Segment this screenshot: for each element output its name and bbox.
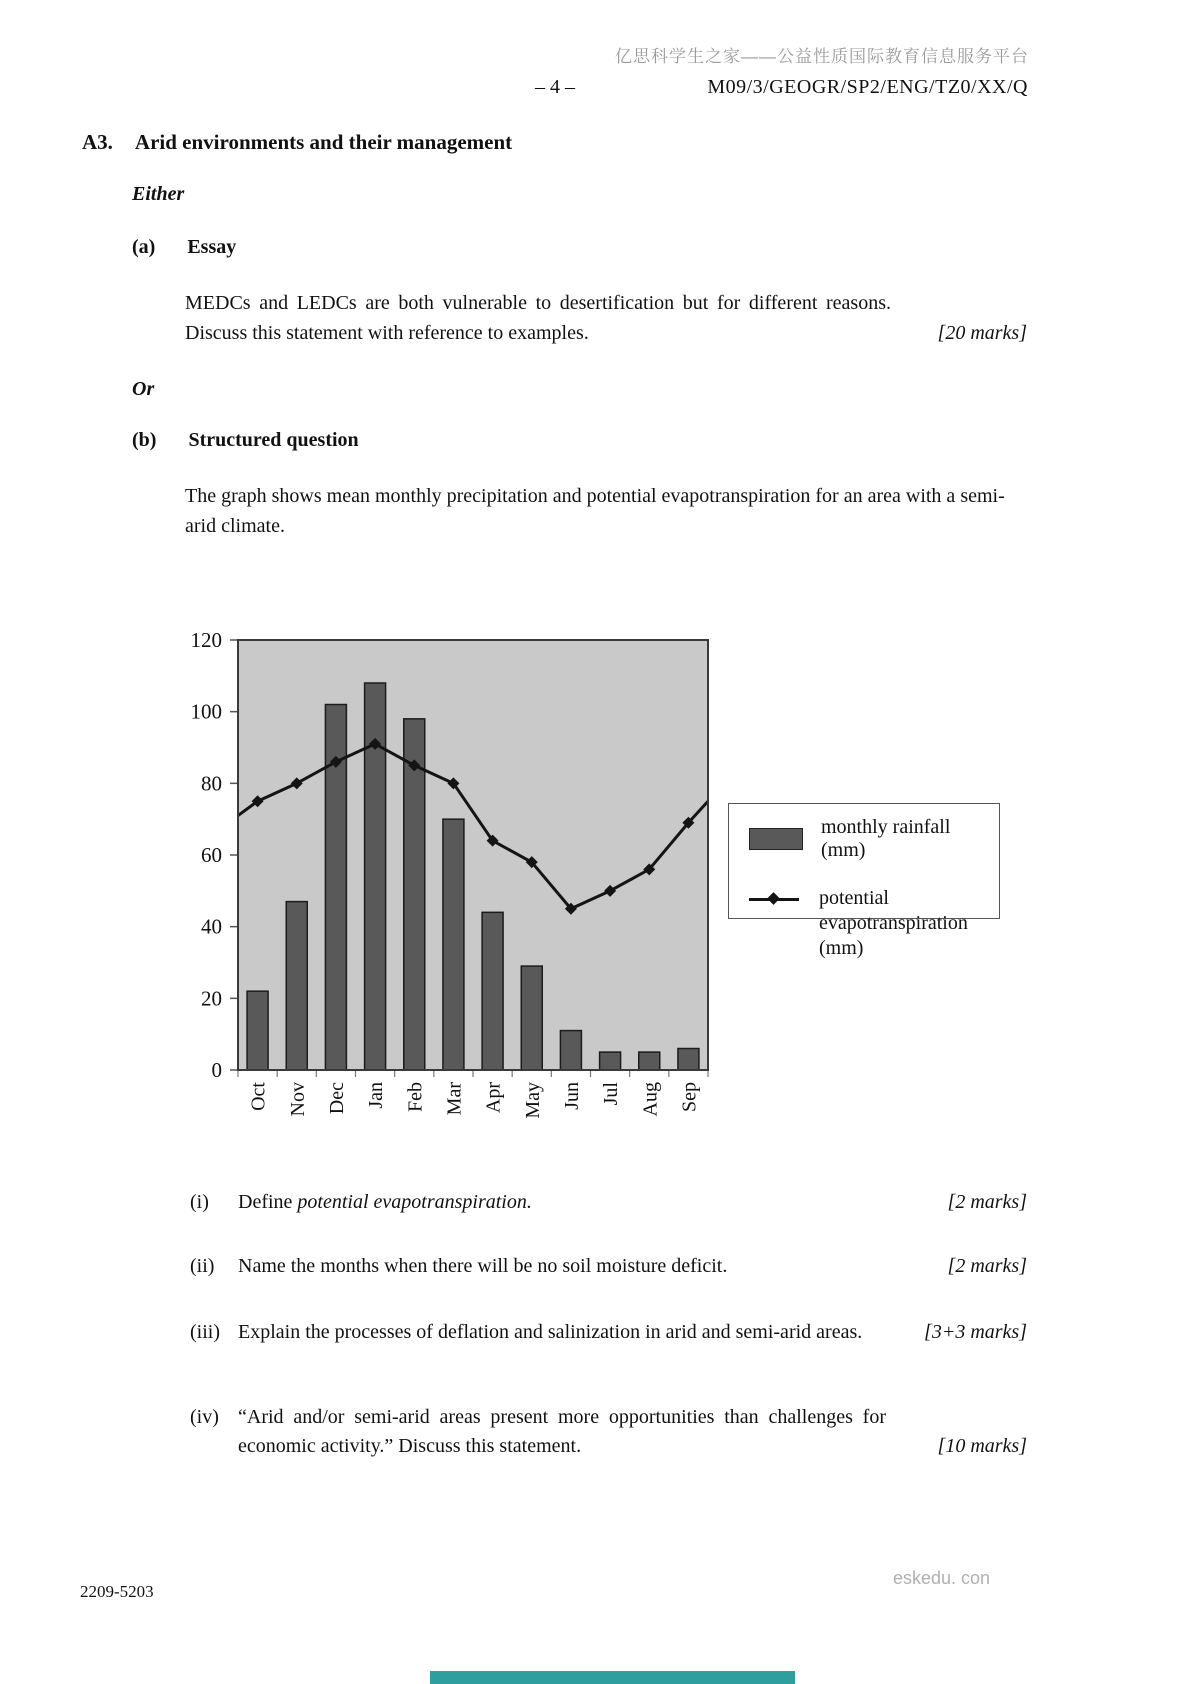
rainfall-bar [560, 1031, 581, 1070]
sub-question-iv-text: “Arid and/or semi-arid areas present more opportunities than challenges for economic activity.” Discuss this statement. [238, 1406, 886, 1457]
part-a-heading [132, 236, 236, 259]
either-label: Either [132, 183, 185, 205]
sub-question-iv-label: (iv) [190, 1406, 219, 1428]
y-axis-label: 20 [201, 986, 222, 1011]
y-axis-label: 0 [211, 1058, 222, 1082]
part-b-title: Structured question [188, 429, 359, 451]
month-label: Jul [600, 1082, 623, 1106]
y-axis-label: 120 [190, 628, 222, 652]
y-axis-label: 60 [201, 843, 222, 867]
part-a-title: Essay [187, 236, 237, 258]
rainfall-bar [247, 991, 268, 1070]
rainfall-swatch-icon [749, 828, 803, 850]
sub-question-iii-text: Explain the processes of deflation and salinization in arid and semi-arid areas. [238, 1321, 863, 1343]
sub-question-i-italic: potential evapotranspiration. [297, 1191, 532, 1213]
part-a-question [185, 288, 1027, 348]
month-label: Jan [365, 1082, 388, 1109]
plot-background [238, 640, 708, 1070]
evapotranspiration-line-icon [749, 898, 799, 901]
watermark-text: eskedu. con [893, 1568, 991, 1588]
month-label: Jun [560, 1082, 583, 1110]
part-b-label: (b) [132, 429, 157, 451]
sub-question-i-prefix: Define [238, 1191, 298, 1213]
sub-question-iii [190, 1318, 1027, 1347]
legend-rainfall-label: monthly rainfall (mm) [821, 816, 951, 861]
month-label: Oct [247, 1082, 270, 1111]
sub-question-i-label: (i) [190, 1191, 209, 1213]
part-b-heading [132, 429, 359, 452]
rainfall-bar [404, 719, 425, 1070]
month-label: Aug [639, 1082, 662, 1117]
rainfall-bar [600, 1052, 621, 1070]
sub-question-iv-marks: [10 marks] [937, 1435, 1027, 1457]
graph-intro-text: The graph shows mean monthly precipitation and potential evapotranspiration for an area with a semi-arid climate. [185, 485, 1005, 537]
rainfall-bar [443, 819, 464, 1070]
month-label: Nov [286, 1082, 309, 1117]
chart-legend [728, 803, 1000, 959]
y-axis-label: 80 [201, 771, 222, 796]
month-label: Feb [404, 1082, 427, 1112]
rainfall-bar [639, 1052, 660, 1070]
question-heading [82, 130, 512, 155]
rainfall-bar [678, 1049, 699, 1071]
part-a-text: MEDCs and LEDCs are both vulnerable to desertification but for different reasons. Discuss this statement with reference to examples. [185, 292, 891, 344]
site-banner: 亿思科学生之家——公益性质国际教育信息服务平台 [615, 47, 1029, 66]
climate-chart [180, 590, 1020, 1140]
month-label: Dec [325, 1082, 348, 1115]
rainfall-bar [482, 912, 503, 1070]
legend-evap-label: potential evapotranspiration (mm) [819, 887, 968, 959]
or-label: Or [132, 378, 155, 400]
month-label: Apr [482, 1082, 505, 1114]
question-title: Arid environments and their management [134, 130, 513, 154]
month-label: Sep [678, 1082, 701, 1112]
rainfall-bar [286, 902, 307, 1070]
sub-question-ii-marks: [2 marks] [947, 1255, 1027, 1277]
part-a-marks: [20 marks] [937, 322, 1027, 344]
paper-code: M09/3/GEOGR/SP2/ENG/TZ0/XX/Q [707, 76, 1028, 98]
sub-question-i [190, 1188, 1027, 1217]
page-number: – 4 – [535, 76, 575, 98]
legend-rainfall-row [749, 816, 999, 862]
sub-question-iv [190, 1403, 1027, 1461]
rainfall-bar [521, 966, 542, 1070]
y-axis-label: 100 [190, 699, 222, 724]
legend-evap-row [749, 886, 999, 961]
sub-question-iii-label: (iii) [190, 1321, 220, 1343]
y-axis-label: 40 [201, 914, 222, 939]
sub-question-i-text [238, 1188, 886, 1217]
sub-question-i-marks: [2 marks] [947, 1191, 1027, 1213]
sub-question-ii-label: (ii) [190, 1255, 215, 1277]
month-label: Mar [443, 1082, 466, 1116]
sub-question-iii-marks: [3+3 marks] [924, 1321, 1027, 1343]
bottom-teal-bar [430, 1671, 795, 1684]
sub-question-ii [190, 1252, 1027, 1281]
document-code: 2209-5203 [80, 1582, 154, 1601]
question-number: A3. [82, 130, 113, 154]
part-a-label: (a) [132, 236, 156, 258]
sub-question-ii-text: Name the months when there will be no soil moisture deficit. [238, 1255, 728, 1277]
month-label: May [521, 1082, 544, 1119]
